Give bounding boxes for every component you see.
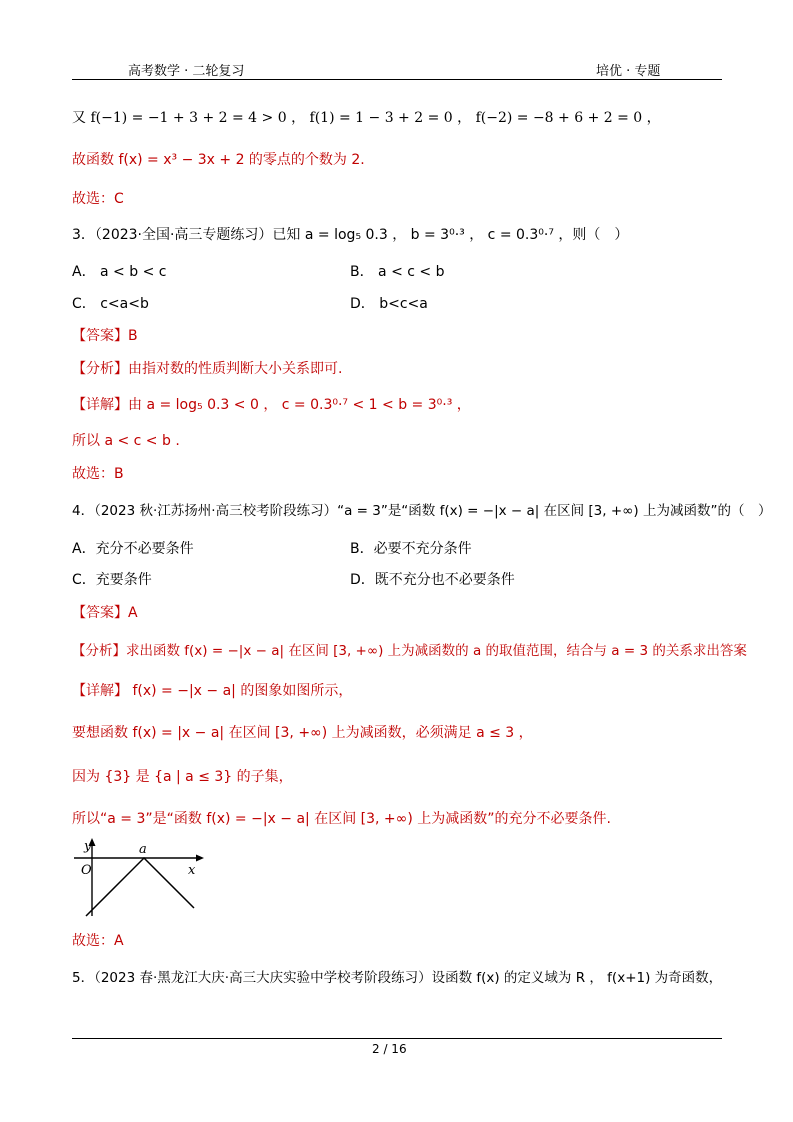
text-line-1: 又 f(−1) = −1 + 3 + 2 = 4 > 0 ， f(1) = 1 − 3 + 2 = 0 ， f(−2) = −8 + 6 + 2 = 0 ， [72, 110, 661, 126]
q4-option-a: A．充分不必要条件 [72, 541, 194, 557]
q3-conclusion: 所以 a < c < b . [72, 433, 180, 449]
graph-curve [86, 858, 194, 916]
header-left: 高考数学 · 二轮复习 [128, 64, 245, 79]
page-number: 2 / 16 [372, 1042, 407, 1056]
header-right: 培优 · 专题 [596, 64, 661, 79]
q4-analysis: 【分析】求出函数 f(x) = −|x − a| 在区间 [3, +∞) 上为减函数的 a 的取值范围，结合与 a = 3 的关系求出答案 [72, 643, 747, 659]
q4-option-c: C．充要条件 [72, 572, 152, 588]
text-line-2: 故函数 f(x) = x³ − 3x + 2 的零点的个数为 2. [72, 152, 365, 168]
q3-option-c: C． c<a<b [72, 296, 149, 312]
q4-option-d: D．既不充分也不必要条件 [350, 572, 515, 588]
origin-label: O [81, 863, 92, 878]
x-axis-arrow [196, 855, 204, 862]
q4-answer: 【答案】A [72, 605, 138, 621]
q5-stem: 5．（2023 春·黑龙江大庆·高三大庆实验中学校考阶段练习）设函数 f(x) 的定义域为 R ， f(x+1) 为奇函数， [72, 970, 723, 986]
q3-stem: 3．（2023·全国·高三专题练习）已知 a = log₅ 0.3 ， b = 3⁰·³ ， c = 0.3⁰·⁷ ，则（ ） [72, 227, 629, 243]
q4-detail: 【详解】 f(x) = −|x − a| 的图象如图所示， [72, 683, 353, 699]
x-axis-label: x [188, 863, 196, 878]
q4-detail-line-2: 要想函数 f(x) = |x − a| 在区间 [3, +∞) 上为减函数，必须满足 a ≤ 3 ， [72, 725, 533, 741]
q3-detail: 【详解】由 a = log₅ 0.3 < 0 ， c = 0.3⁰·⁷ < 1 < b = 3⁰·³ ， [72, 397, 471, 413]
q4-detail-line-3: 因为 {3} 是 {a | a ≤ 3} 的子集， [72, 769, 293, 785]
y-axis-label: y [84, 839, 92, 854]
q3-analysis: 【分析】由指对数的性质判断大小关系即可. [72, 361, 343, 377]
text-line-3: 故选：C [72, 191, 124, 207]
q3-option-d: D． b<c<a [350, 296, 428, 312]
q3-option-b: B． a < c < b [350, 264, 445, 280]
q4-choice: 故选：A [72, 933, 124, 949]
vertex-label: a [139, 842, 147, 857]
q4-option-b: B．必要不充分条件 [350, 541, 472, 557]
q3-option-a: A． a < b < c [72, 264, 167, 280]
footer-rule [72, 1038, 722, 1039]
q3-choice: 故选：B [72, 466, 124, 482]
q3-answer: 【答案】B [72, 328, 138, 344]
header-rule [72, 79, 722, 80]
q4-detail-line-4: 所以“a = 3”是“函数 f(x) = −|x − a| 在区间 [3, +∞) 上为减函数”的充分不必要条件. [72, 811, 611, 827]
function-graph [72, 838, 212, 922]
q4-stem: 4．（2023 秋·江苏扬州·高三校考阶段练习）“a = 3”是“函数 f(x) = −|x − a| 在区间 [3, +∞) 上为减函数”的（ ） [72, 503, 772, 519]
